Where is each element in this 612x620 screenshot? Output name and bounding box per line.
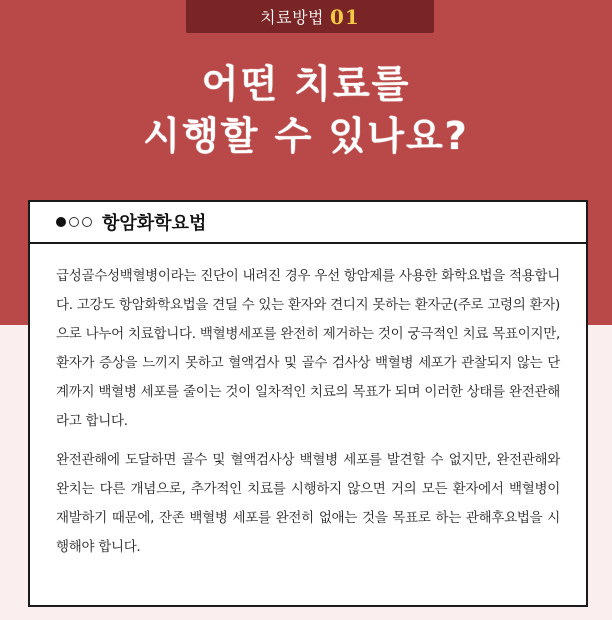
body-paragraph: 완전관해에 도달하면 골수 및 혈액검사상 백혈병 세포를 발견할 수 없지만, 완전관해와 완치는 다른 개념으로, 추가적인 치료를 시행하지 않으면 거의 모든 환자에서 백혈병이 재발하기 때문에, 잔존 백혈병 세포를 완전히 없애는 것을 목표로 하는 관해후요법을 시행해야 합니다. [56, 452, 560, 555]
content-card [28, 200, 588, 607]
step-dot-empty-icon [69, 217, 79, 227]
body-paragraph: 급성골수성백혈병이라는 진단이 내려진 경우 우선 항암제를 사용한 화학요법을 적용합니다. 고강도 항암화학요법을 견딜 수 있는 환자와 견디지 못하는 환자군(주로 고령의 환자)으로 나누어 치료합니다. 백혈병세포를 완전히 제거하는 것이 궁극적인 치료 목표이지만, 환자가 증상을 느끼지 못하고 혈액검사 및 골수 검사상 백혈병 세포가 관찰되지 않는 단계까지 백혈병 세포를 줄이는 것이 일차적인 치료의 목표가 되며 이러한 상태를 완전관해라고 합니다. [56, 268, 560, 429]
step-indicator [56, 217, 92, 227]
page-title [0, 58, 612, 162]
card-header [30, 202, 586, 244]
card-body [30, 244, 586, 562]
section-badge [186, 0, 434, 33]
step-dot-filled-icon [56, 217, 66, 227]
page-title-line-1: 어떤 치료를 [201, 62, 411, 106]
badge-label: 치료방법 [260, 8, 324, 27]
step-dot-empty-icon [82, 217, 92, 227]
card-title: 항암화학요법 [102, 213, 207, 234]
page-title-line-2: 시행할 수 있나요? [143, 114, 469, 158]
badge-number: 01 [329, 4, 360, 29]
